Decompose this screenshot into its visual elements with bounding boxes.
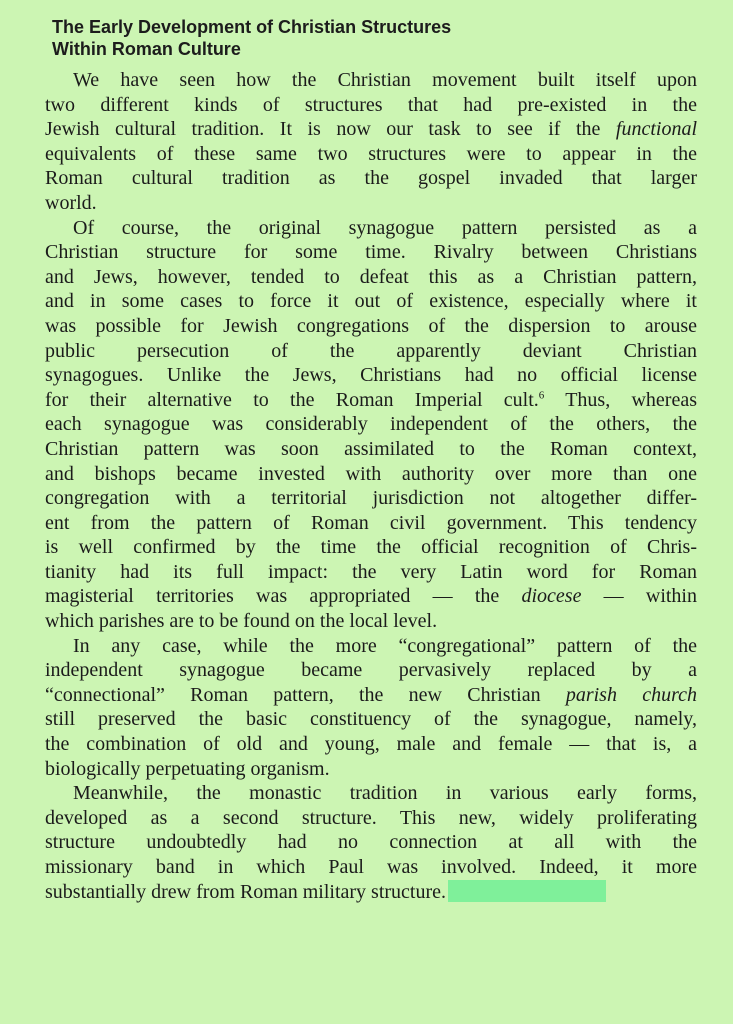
- text-line: Christian pattern was soon assimilated to the Roman context,: [45, 437, 697, 460]
- text-run: “connectional” Roman pattern, the new Christian: [45, 683, 566, 706]
- text-line: We have seen how the Christian movement built itself upon: [73, 69, 697, 91]
- text-line: Meanwhile, the monastic tradition in various early forms,: [73, 782, 697, 805]
- paragraph-1: [45, 68, 697, 216]
- text-line: Of course, the original synagogue pattern persisted as a: [73, 216, 697, 239]
- text-line: the combination of old and young, male and female — that is, a: [45, 733, 697, 756]
- text-line: [45, 117, 697, 142]
- text-line: Roman cultural tradition as the gospel invaded that larger: [45, 167, 697, 190]
- text-line: missionary band in which Paul was involved. Indeed, it more: [45, 856, 697, 878]
- text-line: still preserved the basic constituency of the synagogue, namely,: [45, 708, 697, 731]
- body-text: [45, 68, 697, 904]
- text-line: developed as a second structure. This new, widely proliferating: [45, 806, 697, 829]
- text-line: is well confirmed by the time the official recognition of Chris-: [45, 536, 697, 559]
- text-line: each synagogue was considerably independent of the others, the: [45, 413, 697, 436]
- highlighter-mark: [448, 880, 606, 902]
- text-run: Thus, whereas: [544, 388, 698, 411]
- section-heading: [52, 16, 451, 60]
- text-run: for their alternative to the Roman Imperial cult.: [45, 388, 539, 411]
- text-line: structure undoubtedly had no connection at all with the: [45, 831, 697, 854]
- text-line: two different kinds of structures that had pre-existed in the: [45, 93, 697, 116]
- text-line: [45, 388, 697, 413]
- paragraph-3: [45, 634, 697, 782]
- text-line: Christian structure for some time. Rivalry between Christians: [45, 241, 697, 264]
- text-line: ent from the pattern of Roman civil government. This tendency: [45, 511, 697, 534]
- text-run: Jewish cultural tradition. It is now our task to see if the: [45, 118, 616, 141]
- text-line: public persecution of the apparently deviant Christian: [45, 339, 697, 362]
- text-line: synagogues. Unlike the Jews, Christians had no official license: [45, 364, 697, 387]
- text-line: [45, 880, 697, 905]
- footnote-marker: 6: [538, 389, 545, 402]
- text-line: In any case, while the more “congregational” pattern of the: [73, 634, 697, 657]
- paragraph-4: [45, 781, 697, 904]
- text-line: which parishes are to be found on the local level.: [45, 610, 438, 633]
- italic-term: diocese: [521, 585, 582, 608]
- paragraph-2: [45, 216, 697, 634]
- italic-term: functional: [615, 118, 697, 141]
- text-run: substantially drew from Roman military structure.: [45, 880, 447, 903]
- text-line: was possible for Jewish congregations of the dispersion to arouse: [45, 314, 697, 337]
- text-line: [45, 683, 697, 708]
- heading-line-1: The Early Development of Christian Structures: [52, 17, 452, 37]
- text-run: magisterial territories was appropriated — the: [45, 585, 522, 608]
- text-line: [45, 584, 697, 609]
- text-line: equivalents of these same two structures were to appear in the: [45, 142, 697, 165]
- text-line: tianity had its full impact: the very Latin word for Roman: [45, 560, 697, 583]
- heading-line-2: Within Roman Culture: [52, 39, 241, 59]
- text-line: and bishops became invested with authority over more than one: [45, 462, 697, 485]
- text-run: — within: [581, 585, 697, 608]
- italic-term: parish church: [565, 683, 697, 706]
- text-line: and Jews, however, tended to defeat this as a Christian pattern,: [45, 265, 697, 288]
- text-line: and in some cases to force it out of existence, especially where it: [45, 290, 697, 313]
- text-line: world.: [45, 191, 97, 214]
- text-line: independent synagogue became pervasively replaced by a: [45, 659, 697, 682]
- text-line: congregation with a territorial jurisdiction not altogether differ-: [45, 487, 697, 510]
- text-line: biologically perpetuating organism.: [45, 757, 330, 780]
